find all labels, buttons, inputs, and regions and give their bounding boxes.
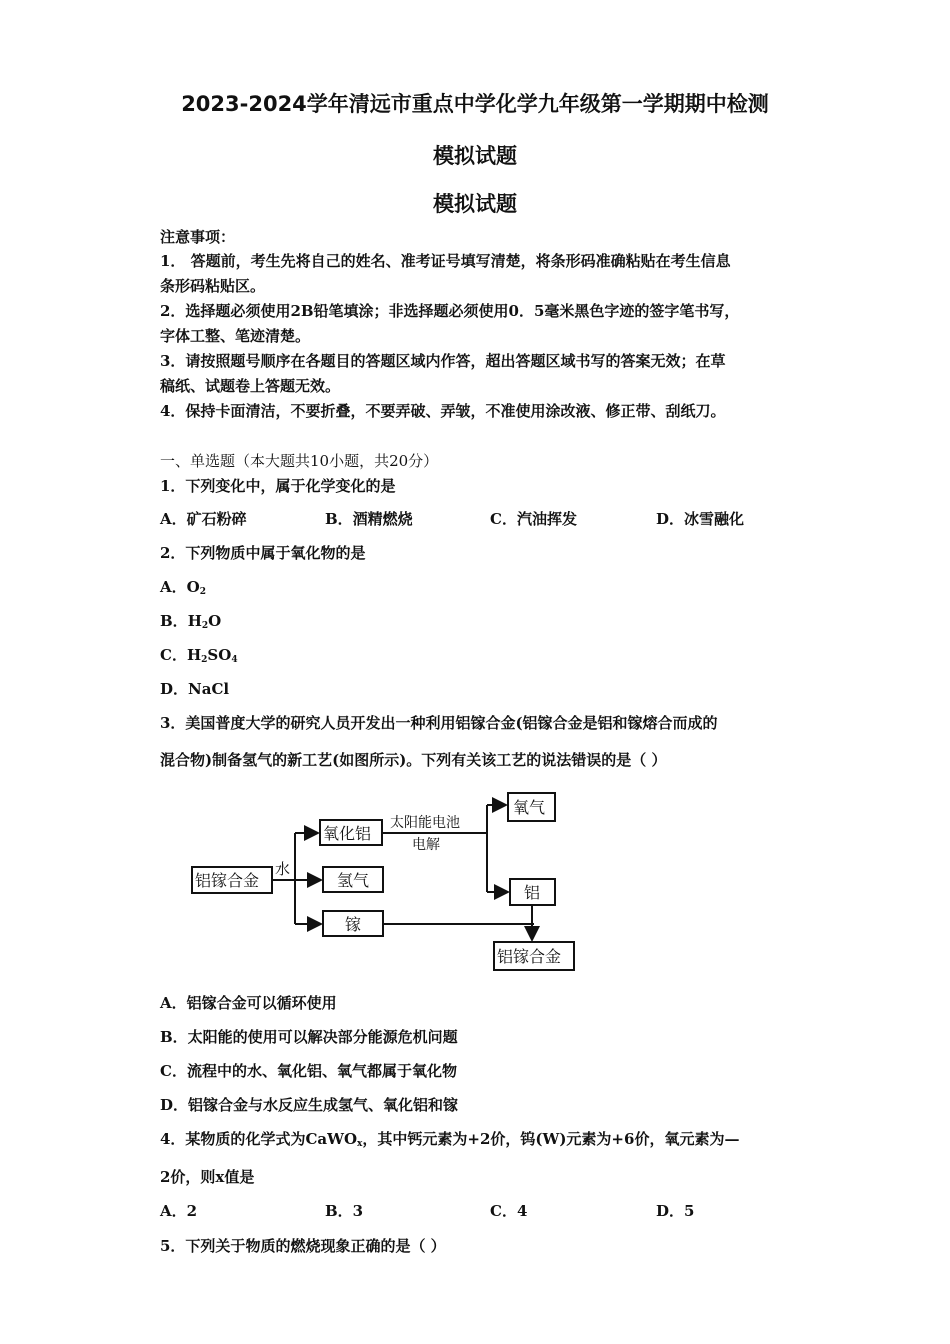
- question-2-option-d: D．NaCl: [160, 680, 230, 698]
- question-3-option-b: B．太阳能的使用可以解决部分能源危机问题: [160, 1028, 458, 1046]
- label-water: 水: [275, 860, 291, 878]
- question-3-stem: 3．美国普度大学的研究人员开发出一种利用铝镓合金(铝镓合金是铝和镓熔合而成的: [160, 714, 718, 732]
- notice-item-1-cont: 条形码粘贴区。: [160, 277, 266, 295]
- label-gallium: 镓: [345, 915, 362, 934]
- notice-item-3-cont: 稿纸、试题卷上答题无效。: [160, 377, 341, 395]
- label-alloy-out: 铝镓合金: [497, 947, 562, 966]
- label-hydrogen: 氢气: [337, 871, 370, 890]
- question-1-option-d: D．冰雪融化: [656, 510, 745, 528]
- question-2-option-b: B．$H_2O$: [160, 612, 222, 631]
- question-4-stem-cont: 2价，则x值是: [160, 1168, 255, 1186]
- notice-item-2: 2．选择题必须使用2B铅笔填涂；非选择题必须使用0．5毫米黑色字迹的签字笔书写，: [160, 302, 740, 320]
- notice-item-1: 1． 答题前，考生先将自己的姓名、准考证号填写清楚，将条形码准确粘贴在考生信息: [160, 252, 731, 270]
- page-subtitle-2: 模拟试题: [433, 192, 517, 216]
- question-4-option-c: C．4: [490, 1202, 528, 1220]
- notice-item-2-cont: 字体工整、笔迹清楚。: [160, 327, 311, 345]
- label-alloy: 铝镓合金: [195, 871, 260, 890]
- label-alumina: 氧化铝: [323, 824, 372, 843]
- question-2-stem: 2．下列物质中属于氧化物的是: [160, 544, 366, 562]
- notice-item-4: 4．保持卡面清洁，不要折叠，不要弄破、弄皱，不准使用涂改液、修正带、刮纸刀。: [160, 402, 726, 420]
- question-4-stem: 4．某物质的化学式为CaWO$_x$，其中钙元素为+2价，钨(W)元素为+6价，氧元素为—: [160, 1130, 740, 1149]
- question-4-option-b: B．3: [325, 1202, 364, 1220]
- page-title: 2023-2024学年清远市重点中学化学九年级第一学期期中检测: [181, 92, 769, 116]
- question-1-option-b: B．酒精燃烧: [325, 510, 413, 528]
- question-1-option-a: A．矿石粉碎: [160, 510, 247, 528]
- question-3-option-c: C．流程中的水、氧化铝、氧气都属于氧化物: [160, 1062, 457, 1080]
- question-2-option-c: C．$H_2SO_4$: [160, 646, 238, 665]
- question-4-option-a: A．2: [160, 1202, 198, 1220]
- question-5-stem: 5．下列关于物质的燃烧现象正确的是（ ）: [160, 1237, 446, 1255]
- question-1-option-c: C．汽油挥发: [490, 510, 577, 528]
- process-flow-diagram: [180, 785, 600, 980]
- question-3-option-a: A．铝镓合金可以循环使用: [160, 994, 337, 1012]
- question-4-option-d: D．5: [656, 1202, 695, 1220]
- question-1-stem: 1．下列变化中，属于化学变化的是: [160, 477, 396, 495]
- label-oxygen: 氧气: [513, 798, 546, 817]
- notice-heading: 注意事项：: [160, 228, 236, 246]
- question-3-option-d: D．铝镓合金与水反应生成氢气、氧化铝和镓: [160, 1096, 459, 1114]
- notice-item-3: 3．请按照题号顺序在各题目的答题区域内作答，超出答题区域书写的答案无效；在草: [160, 352, 726, 370]
- page-subtitle: 模拟试题: [433, 144, 517, 168]
- section-heading: 一、单选题（本大题共10小题，共20分）: [160, 452, 439, 470]
- question-3-stem-cont: 混合物)制备氢气的新工艺(如图所示)。下列有关该工艺的说法错误的是（ ）: [160, 751, 667, 769]
- question-2-option-a: A．$O_2$: [160, 578, 206, 597]
- label-aluminum: 铝: [524, 883, 541, 902]
- label-electrolysis: 电解: [412, 837, 440, 853]
- label-solar-cell: 太阳能电池: [390, 815, 460, 831]
